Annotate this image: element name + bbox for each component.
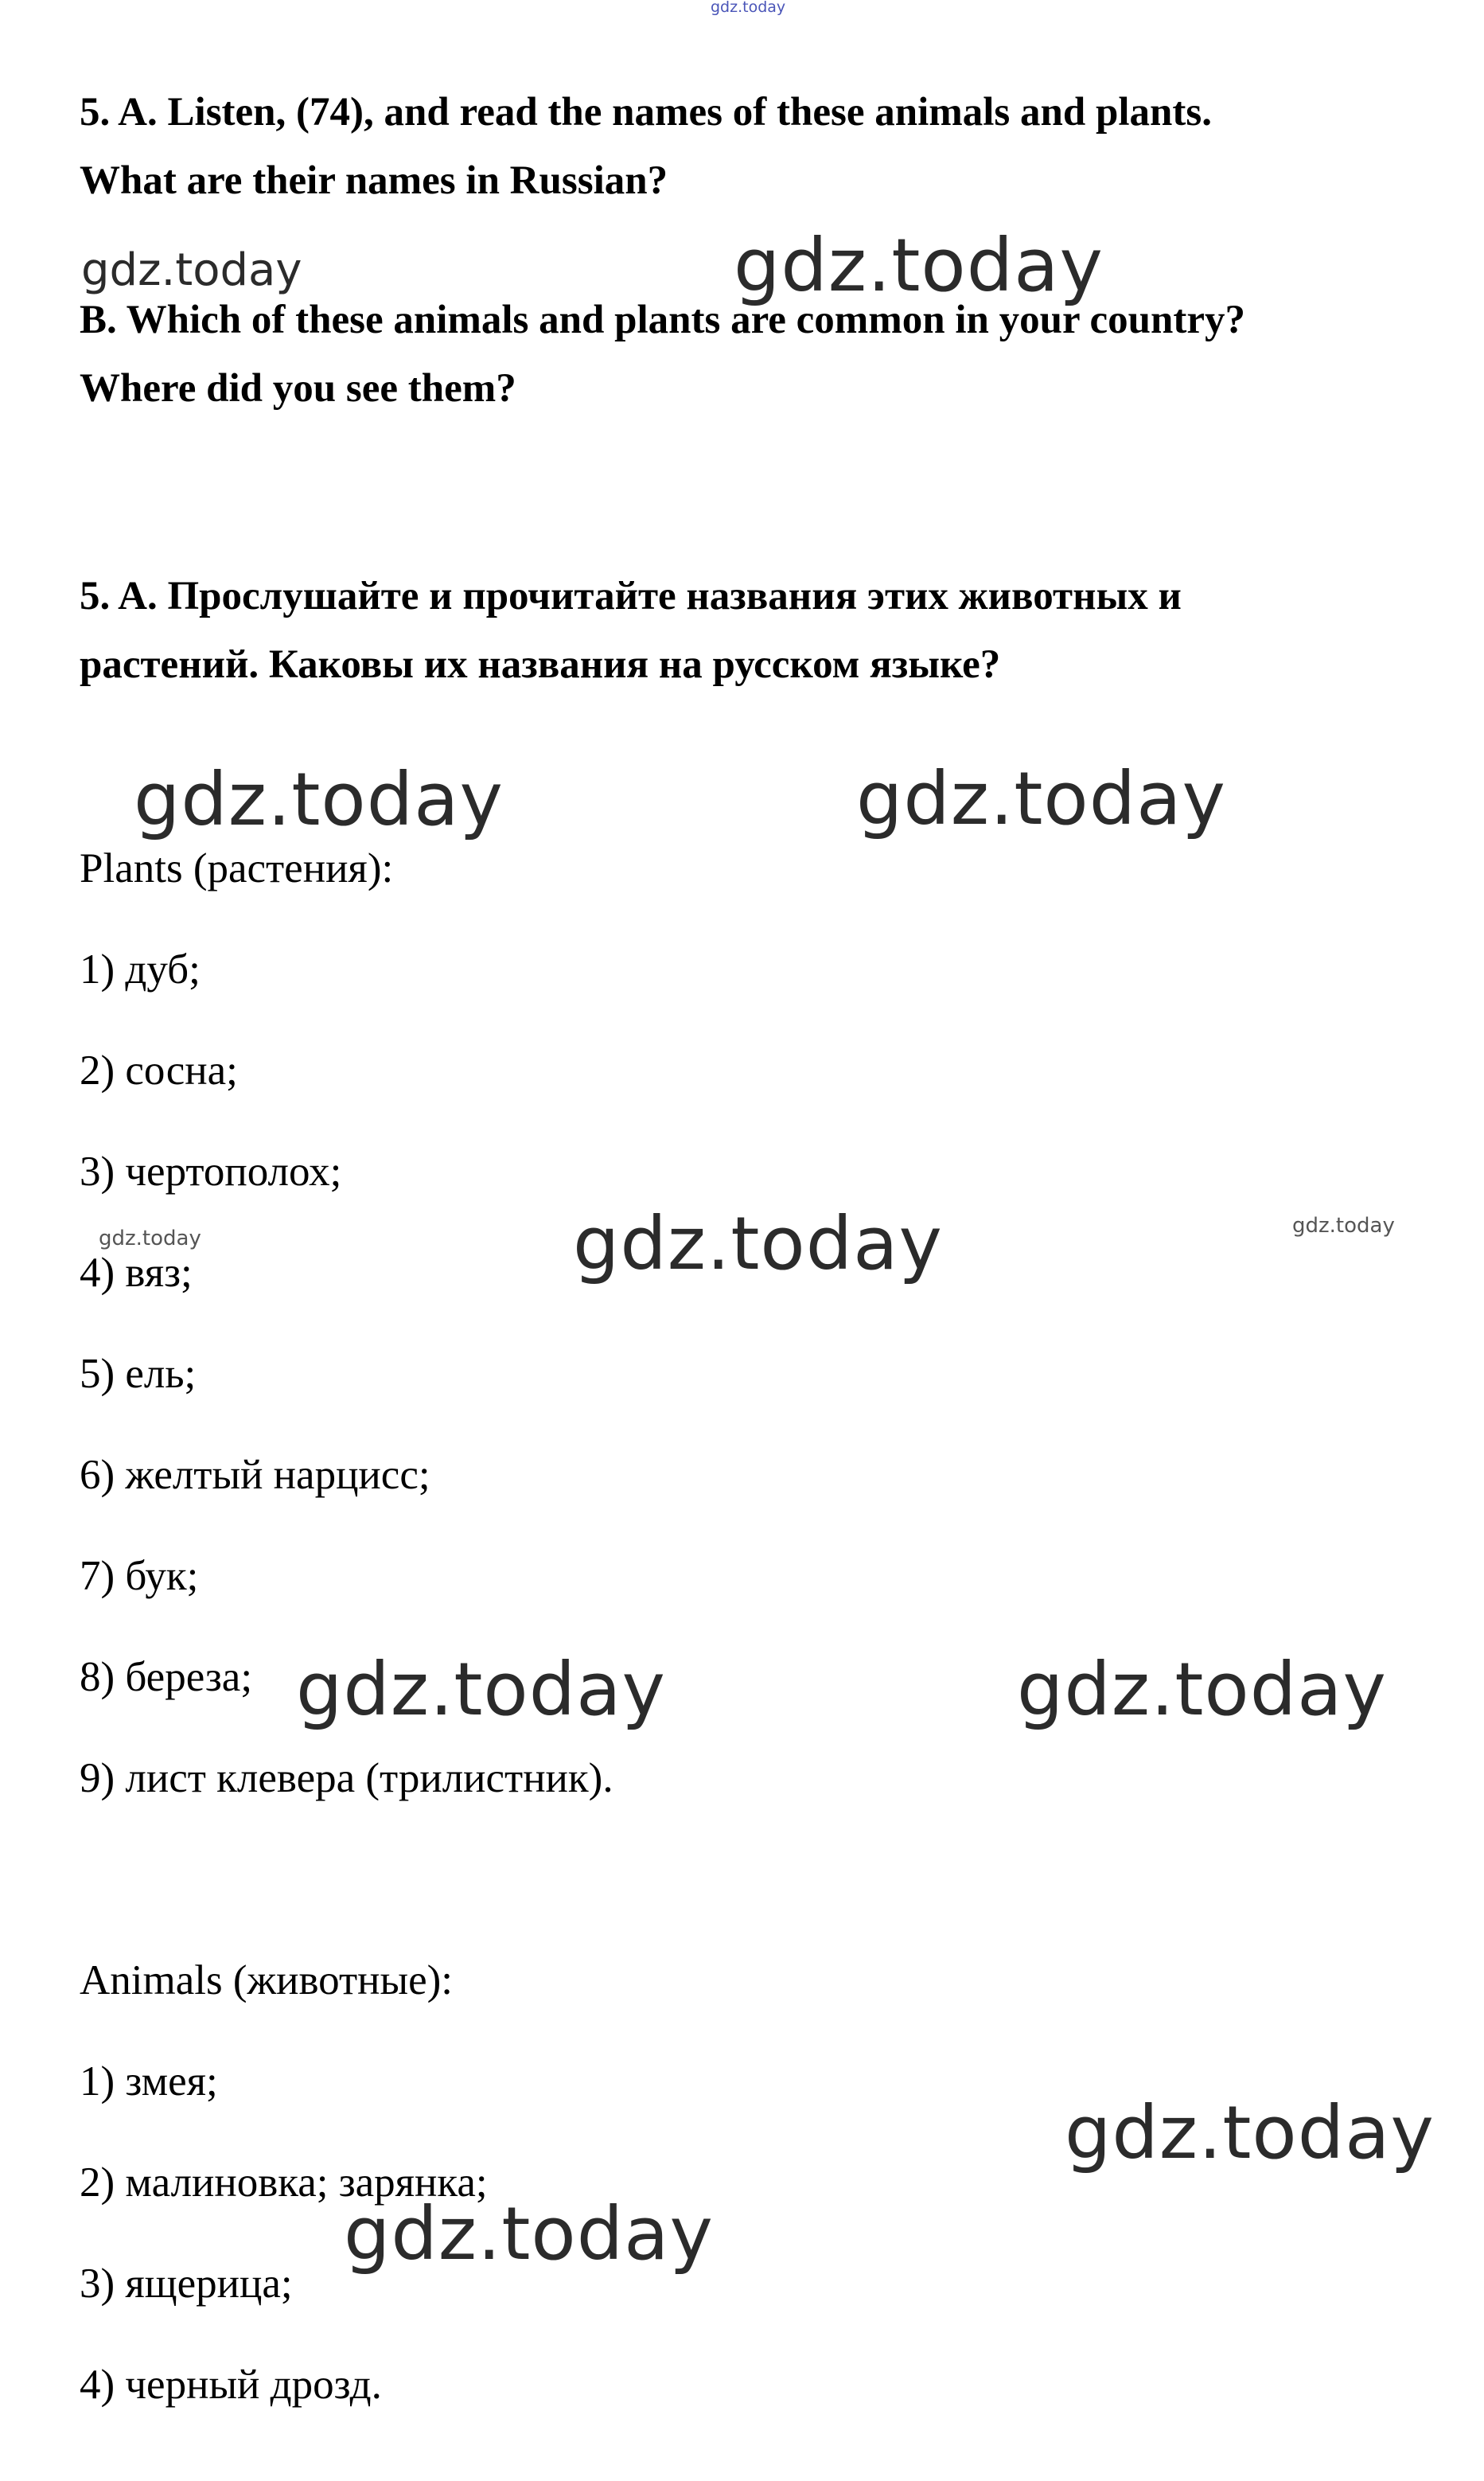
list-item: 5) ель;: [80, 1351, 197, 1397]
task-part-a-line-1: 5. A. Listen, (74), and read the names of these animals and plants.: [80, 90, 1212, 135]
list-item: 7) бук;: [80, 1553, 199, 1599]
watermark: gdz.today: [1292, 1214, 1395, 1238]
watermark: gdz.today: [344, 2191, 714, 2276]
list-item: 8) береза;: [80, 1654, 253, 1700]
watermark: gdz.today: [134, 757, 504, 842]
list-item: 4) черный дрозд.: [80, 2362, 382, 2408]
watermark: gdz.today: [711, 0, 786, 16]
task-part-b-line-1: B. Which of these animals and plants are common in your country?: [80, 298, 1245, 342]
watermark: gdz.today: [856, 756, 1226, 841]
task-russian-line-2: растений. Каковы их названия на русском языке?: [80, 642, 1001, 687]
list-item: 2) малиновка; зарянка;: [80, 2159, 488, 2206]
list-item: 6) желтый нарцисс;: [80, 1452, 430, 1498]
watermark: gdz.today: [296, 1647, 666, 1732]
watermark: gdz.today: [99, 1227, 201, 1250]
watermark: gdz.today: [734, 223, 1104, 308]
plants-heading: Plants (растения):: [80, 845, 394, 891]
list-item: 3) ящерица;: [80, 2261, 293, 2307]
list-item: 9) лист клевера (трилистник).: [80, 1755, 613, 1801]
watermark: gdz.today: [81, 244, 302, 296]
task-part-b-line-2: Where did you see them?: [80, 366, 516, 411]
list-item: 1) дуб;: [80, 946, 201, 993]
task-russian-line-1: 5. A. Прослушайте и прочитайте названия этих животных и: [80, 574, 1182, 618]
list-item: 4) вяз;: [80, 1250, 193, 1296]
list-item: 3) чертополох;: [80, 1149, 342, 1195]
watermark: gdz.today: [573, 1201, 943, 1286]
animals-heading: Animals (животные):: [80, 1957, 453, 2003]
list-item: 1) змея;: [80, 2058, 218, 2105]
watermark: gdz.today: [1065, 2090, 1435, 2175]
task-part-a-line-2: What are their names in Russian?: [80, 158, 668, 203]
list-item: 2) сосна;: [80, 1047, 238, 1094]
watermark: gdz.today: [1017, 1647, 1387, 1732]
